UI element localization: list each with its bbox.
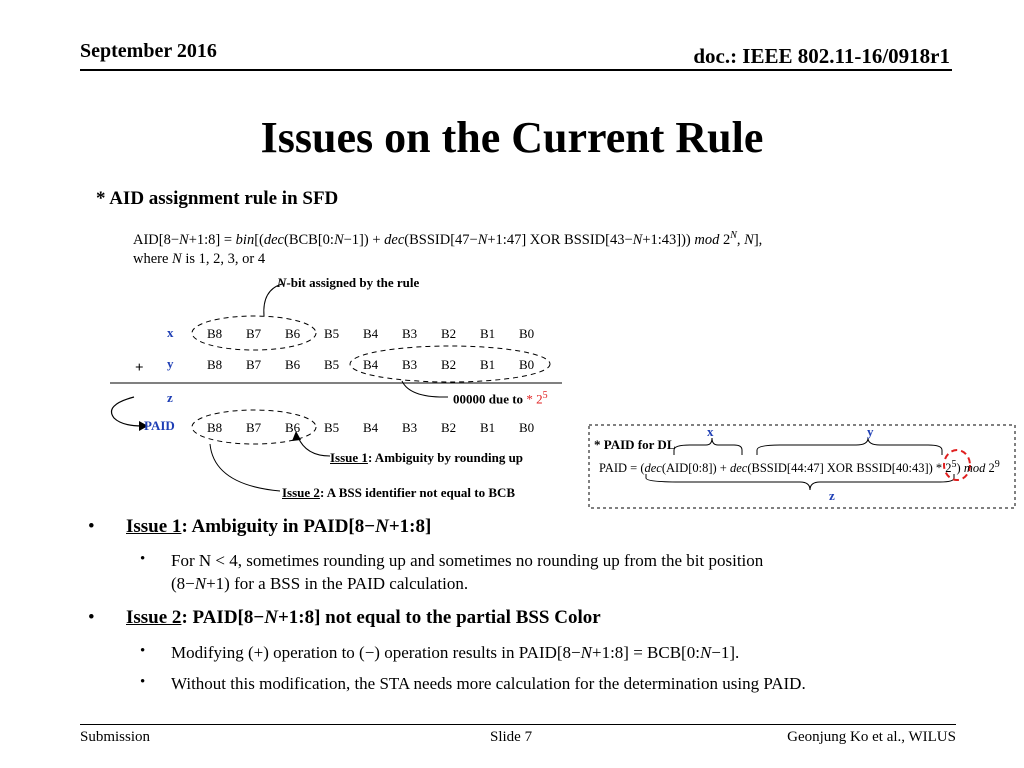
bit-cell: B6 (285, 357, 301, 372)
bit-cell: B7 (246, 326, 262, 341)
y-brace (757, 438, 942, 455)
z-to-paid-arrow (112, 397, 143, 426)
footer-slide-number: Slide 7 (490, 729, 533, 745)
bit-cell: B5 (324, 420, 340, 435)
row-label-paid: PAID (144, 418, 175, 433)
bit-cell: B0 (519, 357, 535, 372)
bullet-issue2-detail-2: Without this modification, the STA needs more calculation for the determination using PAID. (171, 674, 806, 693)
bit-cell: B2 (441, 357, 457, 372)
bullet-dot: • (88, 516, 95, 537)
plus-sign: + (135, 360, 144, 376)
nbit-label: N-bit assigned by the rule (277, 275, 420, 290)
bullet-dot: • (140, 674, 146, 690)
bit-cell: B0 (519, 420, 535, 435)
bit-cell: B1 (480, 357, 496, 372)
paid-dl-z: z (829, 488, 835, 503)
bullet-dot: • (140, 551, 146, 567)
footer-divider (80, 724, 956, 725)
bit-cell: B2 (441, 326, 457, 341)
bit-cell: B3 (402, 357, 418, 372)
bit-cell: B7 (246, 420, 262, 435)
issue1-diagram-label: Issue 1: Ambiguity by rounding up (330, 450, 524, 465)
bit-cell: B7 (246, 357, 262, 372)
aid-formula-line2: where N is 1, 2, 3, or 4 (133, 250, 266, 267)
bit-cell: B2 (441, 420, 457, 435)
issue2-leader (210, 444, 280, 491)
issue1-arrow (298, 437, 330, 456)
bit-cell: B4 (363, 326, 379, 341)
bit-cell: B1 (480, 326, 496, 341)
aid-formula-line1: AID[8−N+1:8] = bin[(dec(BCB[0:N−1]) + dec(BSSID[47−N+1:47] XOR BSSID[43−N+1:43])) mod $2^N$, N], (133, 230, 763, 248)
header-doc-id: doc.: IEEE 802.11-16/0918r1 (693, 44, 950, 68)
bit-cell: B8 (207, 357, 223, 372)
bullet-dot: • (140, 643, 146, 659)
zeros-label: 00000 due to * $2^5$ (453, 390, 548, 407)
bit-cell: B4 (363, 357, 379, 372)
x-brace (674, 438, 742, 455)
header-date: September 2016 (80, 40, 217, 62)
z-brace (646, 474, 954, 490)
footer-author: Geonjung Ko et al., WILUS (787, 729, 956, 745)
bit-cell: B4 (363, 420, 379, 435)
rule-heading: * AID assignment rule in SFD (96, 188, 339, 209)
bullet-issue1: Issue 1: Ambiguity in PAID[8−N+1:8] (126, 516, 432, 537)
paid-dl-title: * PAID for DL (594, 437, 676, 452)
bit-cell: B0 (519, 326, 535, 341)
row-label-y: y (167, 356, 174, 371)
bullet-issue2-detail-1: Modifying (+) operation to (−) operation results in PAID[8−N+1:8] = BCB[0:N−1]. (171, 643, 740, 662)
bit-cell: B3 (402, 326, 418, 341)
bit-cell: B1 (480, 420, 496, 435)
page-title: Issues on the Current Rule (260, 113, 764, 162)
row-label-z: z (167, 390, 173, 405)
paid-dl-formula: PAID = (dec(AID[0:8]) + dec(BSSID[44:47] XOR BSSID[40:43]) * $2^5$) mod $2^9$ (599, 459, 1000, 476)
paid-dl-x: x (707, 424, 714, 439)
bit-cell: B6 (285, 326, 301, 341)
paid-dl-y: y (867, 424, 874, 439)
row-label-x: x (167, 325, 174, 340)
bit-cell: B8 (207, 326, 223, 341)
bullet-issue1-detail: For N < 4, sometimes rounding up and sometimes no rounding up from the bit position (8−N+1) for a BSS in the PAID calculation. (171, 551, 764, 593)
bullet-issue2: Issue 2: PAID[8−N+1:8] not equal to the partial BSS Color (126, 607, 601, 628)
bit-cell: B5 (324, 326, 340, 341)
bit-cell: B3 (402, 420, 418, 435)
bullet-dot: • (88, 607, 95, 628)
bit-cell: B6 (285, 420, 301, 435)
bit-cell: B5 (324, 357, 340, 372)
issue2-diagram-label: Issue 2: A BSS identifier not equal to BCB (282, 485, 516, 500)
footer-submission: Submission (80, 729, 151, 745)
bit-cell: B8 (207, 420, 223, 435)
